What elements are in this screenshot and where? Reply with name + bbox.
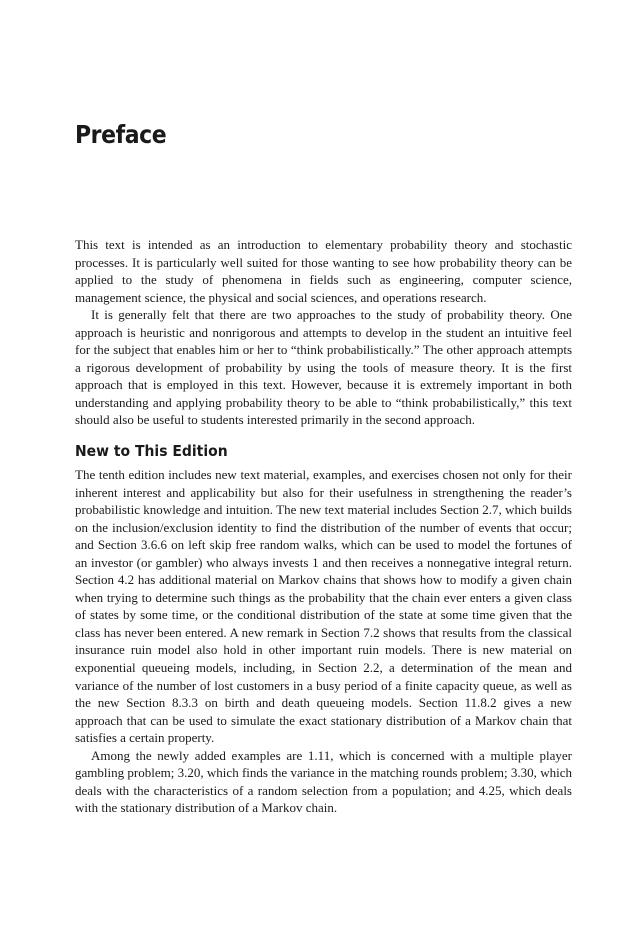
chapter-title: Preface (75, 120, 167, 149)
section-heading-new-edition: New to This Edition (75, 442, 228, 461)
new-edition-paragraph-2: Among the newly added examples are 1.11, which is concerned with a multiple player gambling problem; 3.20, which finds the variance in the matching rounds problem; 3.30, which deals with the characteristics of a random selection from a population; and 4.25, which deals with the stationary distribution of a Markov chain. (75, 747, 572, 816)
preface-body (75, 236, 572, 817)
intro-paragraph-2: It is generally felt that there are two approaches to the study of probability theory. One approach is heuristic and nonrigorous and attempts to develop in the student an intuitive feel for the subject that enables him or her to “think probabilistically.” The other approach attempts a rigorous development of probability by using the tools of measure theory. It is the first approach that is employed in this text. However, because it is extremely important in both understanding and applying probability theory to be able to “think probabilistically,” this text should also be useful to students interested primarily in the second approach. (75, 307, 572, 428)
new-edition-paragraph-1: The tenth edition includes new text material, examples, and exercises chosen not only for their inherent interest and applicability but also for their usefulness in strengthening the reader’s probabilistic knowledge and intuition. The new text material includes Section 2.7, which builds on the inclusion/exclusion identity to find the distribution of the number of events that occur; and Section 3.6.6 on left skip free random walks, which can be used to model the fortunes of an investor (or gambler) who always invests 1 and then receives a nonnegative integral return. Section 4.2 has additional material on Markov chains that shows how to modify a given chain when trying to determine such things as the probability that the chain ever enters a given class of states by some time, or the conditional distribution of the state at some time given that the class has never been entered. A new remark in Section 7.2 shows that results from the classical insurance ruin model also hold in other important ruin models. There is new material on exponential queueing models, including, in Section 2.2, a determination of the mean and variance of the number of lost customers in a busy period of a finite capacity queue, as well as the new Section 8.3.3 on birth and death queueing models. Section 11.8.2 gives a new approach that can be used to simulate the exact stationary distribution of a Markov chain that satisfies a certain property. (75, 467, 572, 746)
intro-paragraph-1: This text is intended as an introduction to elementary probability theory and stochastic processes. It is particularly well suited for those wanting to see how probability theory can be applied to the study of phenomena in fields such as engineering, computer science, management science, the physical and social sciences, and operations research. (75, 237, 572, 305)
